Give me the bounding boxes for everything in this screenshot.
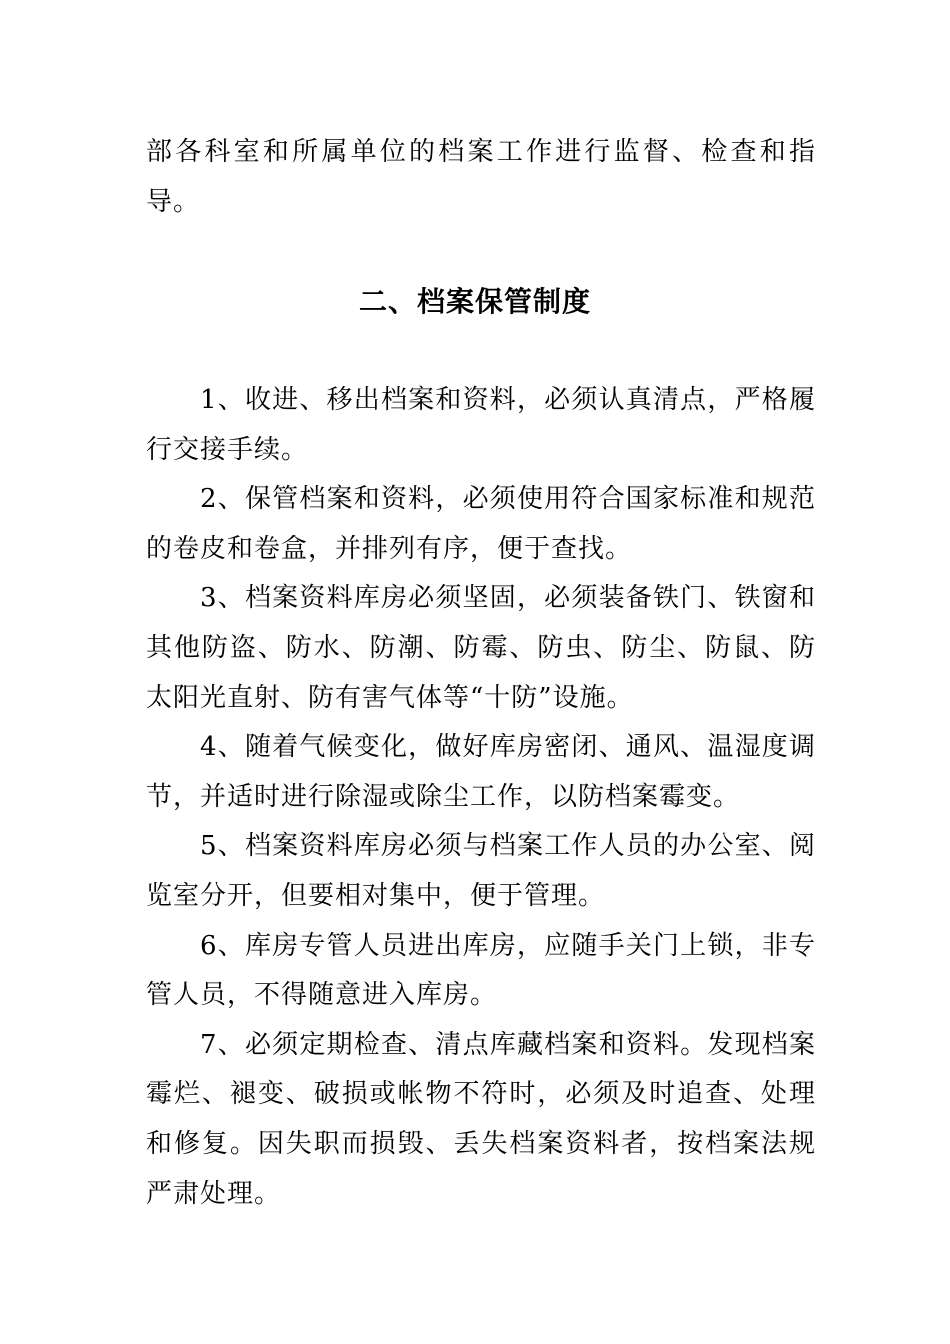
clause-4: 4、随着气候变化，做好库房密闭、通风、温湿度调节，并适时进行除湿或除尘工作，以防档案霉变。 (146, 732, 816, 812)
clause-1: 1、收进、移出档案和资料，必须认真清点，严格履行交接手续。 (146, 385, 816, 465)
clause-3: 3、档案资料库房必须坚固，必须装备铁门、铁窗和其他防盗、防水、防潮、防霉、防虫、防尘、防鼠、防太阳光直射、防有害气体等“十防”设施。 (146, 583, 816, 713)
clause-6: 6、库房专管人员进出库房，应随手关门上锁，非专管人员，不得随意进入库房。 (146, 930, 816, 1011)
clause-list (146, 376, 816, 1219)
clause-7: 7、必须定期检查、清点库藏档案和资料。发现档案霉烂、褪变、破损或帐物不符时，必须及时追查、处理和修复。因失职而损毁、丢失档案资料者，按档案法规严肃处理。 (146, 1029, 816, 1209)
continuation-paragraph: 部各科室和所属单位的档案工作进行监督、检查和指导。 (146, 137, 816, 217)
clause-2: 2、保管档案和资料，必须使用符合国家标准和规范的卷皮和卷盒，并排列有序，便于查找。 (146, 484, 816, 564)
clause-5: 5、档案资料库房必须与档案工作人员的办公室、阅览室分开，但要相对集中，便于管理。 (146, 831, 816, 911)
section-title: 二、档案保管制度 (358, 285, 591, 318)
